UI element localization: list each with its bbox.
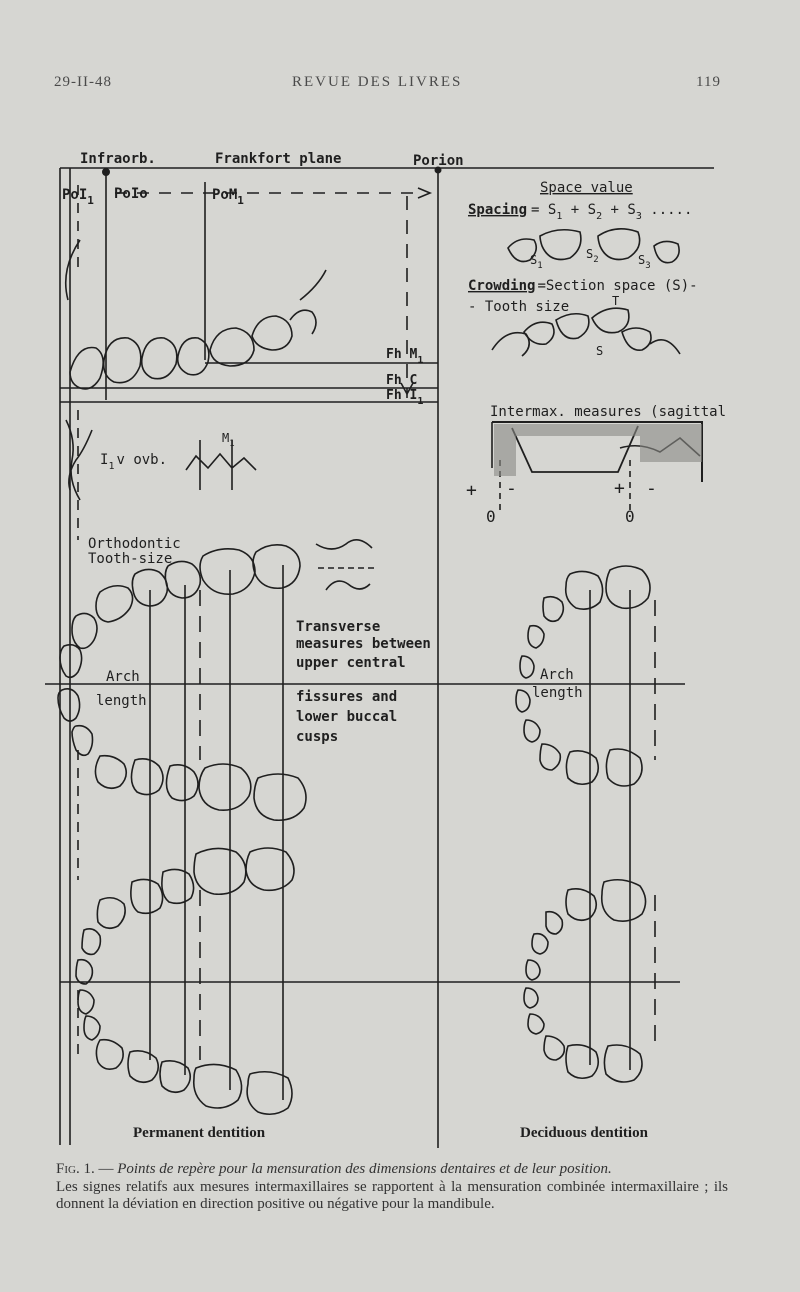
transverse-line3: upper central bbox=[296, 655, 406, 671]
crowding-formula: Crowding =Section space (S)- bbox=[468, 278, 698, 294]
intermax-zero-left: 0 bbox=[486, 507, 496, 526]
transverse-line5: lower buccal bbox=[296, 709, 398, 725]
label-porion: Porion bbox=[413, 153, 464, 169]
transverse-line4: fissures and bbox=[296, 689, 398, 705]
panel-label-permanent: Permanent dentition bbox=[133, 1125, 266, 1141]
i1v-ovb-label: $I_1$ v ovb. bbox=[100, 452, 168, 472]
caption-dash: — bbox=[94, 1161, 118, 1177]
header-date: 29-II-48 bbox=[54, 74, 112, 90]
spacing-formula: Spacing = $S_1 + S_2 + S_3$ ..... bbox=[468, 202, 693, 222]
intermax-minus-left: - bbox=[506, 478, 517, 499]
label-fh-c: Fh C bbox=[386, 373, 418, 388]
length-label-deciduous: length bbox=[532, 685, 583, 701]
transverse-line2: measures between bbox=[296, 636, 431, 652]
deciduous-lower-arch bbox=[524, 880, 646, 1082]
label-fh-i1: Fh $I_1$ bbox=[386, 388, 424, 407]
caption-fig-label: Fig. 1. bbox=[56, 1161, 95, 1177]
label-pom1: PoM$_1$ bbox=[212, 187, 244, 207]
s-label: S bbox=[596, 344, 604, 358]
intermax-plus-right: + bbox=[614, 478, 625, 499]
header-page-number: 119 bbox=[696, 74, 721, 90]
arch-label-permanent: Arch bbox=[106, 669, 140, 685]
orthodontic-label: Orthodontic bbox=[88, 536, 181, 552]
length-label-permanent: length bbox=[96, 693, 147, 709]
caption-title: Points de repère pour la mensuration des dimensions dentaires et de leur position. bbox=[117, 1161, 612, 1177]
header-journal-title: REVUE DES LIVRES bbox=[292, 74, 463, 90]
intermax-plus-left: + bbox=[466, 480, 477, 501]
tooth-size-text: - Tooth size bbox=[468, 299, 570, 315]
lateral-dentition-sketch bbox=[66, 240, 326, 389]
intermax-zero-right: 0 bbox=[625, 507, 635, 526]
label-infraorb: Infraorb. bbox=[80, 151, 156, 167]
intermax-hatch bbox=[494, 424, 702, 476]
space-value-title: Space value bbox=[540, 180, 633, 196]
label-fh-m1: Fh $M_1$ bbox=[386, 347, 424, 366]
label-poi1: PoI$_1$ bbox=[62, 187, 94, 207]
intermax-label: Intermax. measures (sagittal bbox=[490, 404, 727, 420]
s1-label: $S_1$ bbox=[530, 253, 543, 271]
transverse-line6: cusps bbox=[296, 729, 339, 745]
s2-label: $S_2$ bbox=[586, 247, 599, 265]
s3-label: $S_3$ bbox=[638, 253, 651, 271]
permanent-upper-arch bbox=[58, 545, 306, 820]
tooth-size-label: Tooth-size bbox=[88, 551, 173, 567]
intermax-minus-right: - bbox=[646, 478, 657, 499]
figure-caption bbox=[56, 1160, 728, 1213]
panel-label-deciduous: Deciduous dentition bbox=[520, 1125, 648, 1141]
transverse-line1: Transverse bbox=[296, 619, 381, 635]
m1-label: $M_1$ bbox=[222, 431, 235, 449]
label-poio: PoIo bbox=[114, 186, 148, 202]
caption-body: Les signes relatifs aux mesures intermaxillaires se rapportent à la mensuration combinée intermaxillaire ; ils donnent la déviation en direction positive ou négative pour la mandibule. bbox=[56, 1179, 728, 1212]
label-frankfort-plane: Frankfort plane bbox=[215, 151, 342, 167]
arch-label-deciduous: Arch bbox=[540, 667, 574, 683]
t-label: T bbox=[612, 294, 620, 308]
